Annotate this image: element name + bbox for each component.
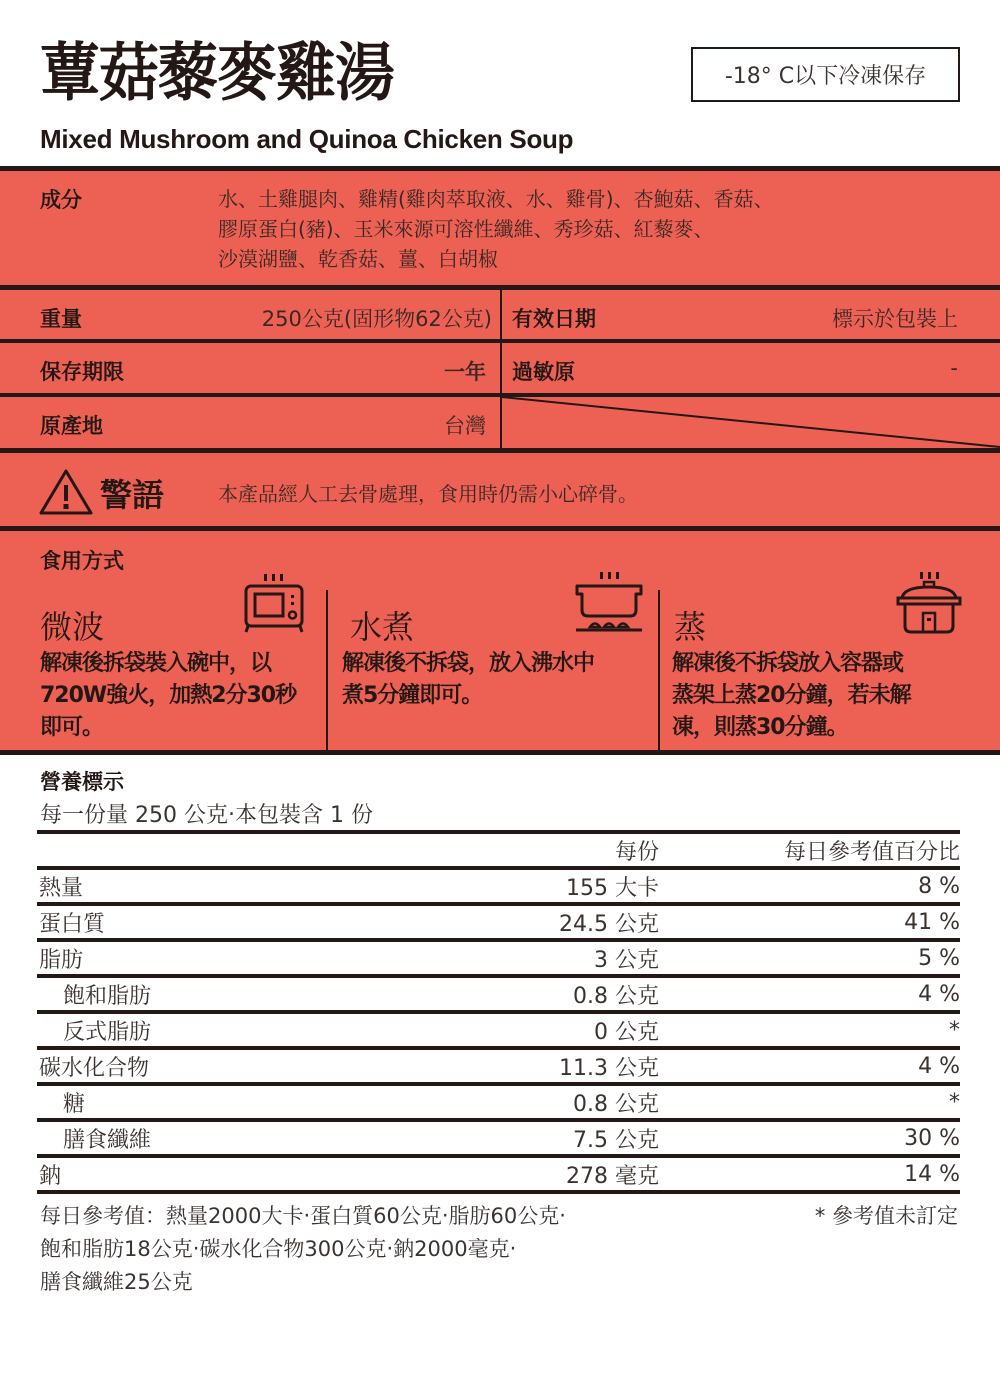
divider — [0, 750, 1000, 755]
nutrition-table — [37, 830, 960, 1194]
nutrient-dv: 4 % — [918, 1053, 960, 1079]
desc-line: 解凍後拆袋裝入碗中，以 — [40, 651, 272, 676]
method-boil-desc — [342, 648, 652, 712]
storage-instruction-text: -18° C以下冷凍保存 — [724, 64, 927, 89]
footnote-line: 膳食纖維25公克 — [40, 1270, 193, 1294]
nutrient-amount: 11.3 公克 — [559, 1055, 659, 1081]
nutrient-amount: 3 公克 — [594, 947, 659, 973]
desc-line: 凍，則蒸30分鐘。 — [672, 715, 848, 740]
method-steam-desc — [672, 648, 972, 744]
origin-value: 台灣 — [444, 414, 486, 438]
nutrition-title: 營養標示 — [40, 770, 124, 794]
nutrient-name: 脂肪 — [39, 947, 84, 973]
nutrient-name: 反式脂肪 — [63, 1019, 152, 1045]
nutrient-name: 蛋白質 — [39, 911, 106, 937]
table-row — [37, 1086, 960, 1118]
preparation-heading: 食用方式 — [40, 549, 124, 573]
microwave-icon — [242, 572, 306, 636]
nutrient-dv: 5 % — [918, 945, 960, 971]
desc-line: 720W強火，加熱2分30秒 — [40, 683, 297, 708]
column-header: 每份 — [614, 839, 659, 865]
desc-line: 煮5分鐘即可。 — [342, 683, 483, 708]
ingredients-line: 水、土雞腿肉、雞精(雞肉萃取液、水、雞骨)、杏鮑菇、香菇、 — [218, 187, 774, 211]
desc-line: 即可。 — [40, 715, 104, 740]
divider — [0, 526, 1000, 531]
nutrient-name: 糖 — [63, 1091, 86, 1117]
weight-label: 重量 — [40, 307, 82, 331]
nutrient-amount: 24.5 公克 — [559, 911, 659, 937]
origin-label: 原產地 — [40, 414, 103, 438]
table-row — [37, 942, 960, 974]
nutrient-amount: 0.8 公克 — [573, 1091, 659, 1117]
weight-value: 250公克(固形物62公克) — [261, 307, 492, 331]
nutrient-dv: 4 % — [918, 981, 960, 1007]
divider — [0, 448, 1000, 453]
daily-reference-footnote — [40, 1200, 680, 1299]
table-row — [37, 978, 960, 1010]
table-row — [37, 906, 960, 938]
divider — [326, 590, 328, 752]
nutrient-name: 膳食纖維 — [63, 1127, 152, 1153]
empty-cell-slash — [502, 395, 1000, 450]
nutrient-amount: 0.8 公克 — [573, 983, 659, 1009]
shelf-life-label: 保存期限 — [40, 360, 124, 384]
nutrition-serving: 每一份量 250 公克‧本包裝含 1 份 — [40, 803, 373, 828]
nutrient-dv: 30 % — [904, 1125, 960, 1151]
divider — [0, 166, 1000, 171]
allergen-value: - — [950, 356, 958, 380]
method-microwave-desc — [40, 648, 324, 744]
ingredients-line: 沙漠湖鹽、乾香菇、薑、白胡椒 — [218, 247, 498, 271]
desc-line: 解凍後不拆袋放入容器或 — [672, 651, 904, 676]
nutrient-amount: 278 毫克 — [566, 1163, 659, 1189]
nutrient-amount: 7.5 公克 — [573, 1127, 659, 1153]
divider — [0, 339, 1000, 343]
method-steam-title: 蒸 — [674, 608, 707, 646]
nutrient-name: 碳水化合物 — [39, 1055, 150, 1081]
divider — [658, 590, 660, 752]
product-title-en: Mixed Mushroom and Quinoa Chicken Soup — [40, 124, 574, 154]
reference-not-set-note: * 參考值未訂定 — [814, 1204, 958, 1228]
product-title-zh: 蕈菇藜麥雞湯 — [40, 36, 394, 111]
nutrient-name: 飽和脂肪 — [63, 983, 152, 1009]
warning-triangle-icon — [38, 468, 94, 516]
allergen-label: 過敏原 — [512, 360, 575, 384]
table-rule — [37, 1190, 960, 1194]
nutrient-dv: * — [949, 1017, 960, 1043]
steamer-icon — [896, 570, 962, 636]
boiling-pot-icon — [574, 570, 644, 636]
ingredients-list — [218, 184, 858, 274]
nutrient-amount: 155 大卡 — [566, 875, 659, 901]
desc-line: 蒸架上蒸20分鐘，若未解 — [672, 683, 911, 708]
table-row — [37, 1122, 960, 1154]
ingredients-line: 膠原蛋白(豬)、玉米來源可溶性纖維、秀珍菇、紅藜麥、 — [218, 217, 714, 241]
expiry-label: 有效日期 — [512, 307, 596, 331]
footnote-line: 飽和脂肪18公克‧碳水化合物300公克‧鈉2000毫克‧ — [40, 1237, 517, 1261]
warning-title: 警語 — [100, 476, 165, 514]
nutrient-dv: 41 % — [904, 909, 960, 935]
nutrient-name: 鈉 — [39, 1163, 62, 1189]
storage-instruction-badge — [691, 47, 960, 102]
method-microwave-title: 微波 — [40, 608, 105, 646]
nutrient-dv: 8 % — [918, 873, 960, 899]
nutrient-name: 熱量 — [39, 875, 84, 901]
nutrient-dv: * — [949, 1089, 960, 1115]
table-row — [37, 1014, 960, 1046]
shelf-life-value: 一年 — [444, 360, 486, 384]
column-header: 每日參考值百分比 — [783, 839, 960, 865]
table-row — [37, 1158, 960, 1190]
nutrient-amount: 0 公克 — [594, 1019, 659, 1045]
desc-line: 解凍後不拆袋，放入沸水中 — [342, 651, 595, 676]
table-row — [37, 1050, 960, 1082]
table-row — [37, 870, 960, 902]
warning-text: 本產品經人工去骨處理，食用時仍需小心碎骨。 — [218, 482, 638, 506]
method-boil-title: 水煮 — [350, 608, 415, 646]
footnote-line: 每日參考值：熱量2000大卡‧蛋白質60公克‧脂肪60公克‧ — [40, 1204, 566, 1228]
nutrient-dv: 14 % — [904, 1161, 960, 1187]
table-header-row — [37, 834, 960, 866]
expiry-value: 標示於包裝上 — [832, 307, 958, 331]
ingredients-label: 成分 — [40, 188, 82, 212]
